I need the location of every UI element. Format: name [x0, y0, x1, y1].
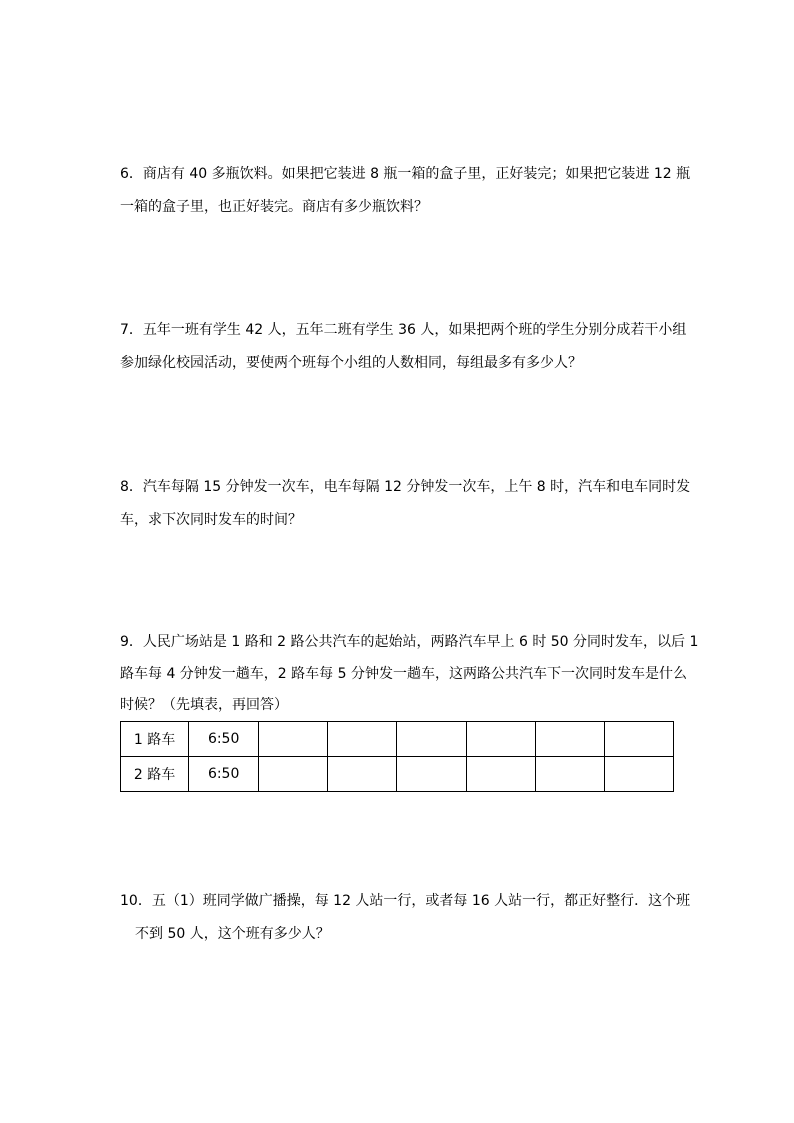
question-6-text-line-1: 6．商店有 40 多瓶饮料。如果把它装进 8 瓶一箱的盒子里，正好装完；如果把它装进 12 瓶 — [120, 166, 691, 182]
question-9-text-line-3: 时候？（先填表，再回答） — [120, 697, 288, 713]
table-cell-blank[interactable] — [535, 722, 604, 757]
table-cell-blank[interactable] — [328, 757, 397, 792]
table-row-bus-1 — [121, 722, 674, 757]
question-8-text-line-2: 车，求下次同时发车的时间？ — [120, 512, 302, 528]
table-cell-route-label: 2 路车 — [121, 757, 189, 792]
question-9-text-line-1: 9．人民广场站是 1 路和 2 路公共汽车的起始站，两路汽车早上 6 时 50 分同时发车，以后 1 — [120, 634, 699, 650]
question-10-text-line-2: 不到 50 人，这个班有多少人？ — [135, 926, 330, 942]
table-cell-blank[interactable] — [259, 757, 328, 792]
table-cell-blank[interactable] — [535, 757, 604, 792]
table-row-bus-2 — [121, 757, 674, 792]
table-cell-blank[interactable] — [259, 722, 328, 757]
table-cell-blank[interactable] — [604, 722, 673, 757]
table-cell-blank[interactable] — [397, 757, 466, 792]
table-cell-blank[interactable] — [466, 722, 535, 757]
table-cell-departure-time: 6:50 — [189, 722, 259, 757]
question-7-text-line-2: 参加绿化校园活动，要使两个班每个小组的人数相同，每组最多有多少人？ — [120, 355, 582, 371]
table-cell-blank[interactable] — [397, 722, 466, 757]
table-cell-blank[interactable] — [604, 757, 673, 792]
question-6-text-line-2: 一箱的盒子里，也正好装完。商店有多少瓶饮料？ — [120, 199, 428, 215]
table-cell-blank[interactable] — [466, 757, 535, 792]
table-cell-route-label: 1 路车 — [121, 722, 189, 757]
table-cell-departure-time: 6:50 — [189, 757, 259, 792]
bus-schedule-table — [120, 721, 674, 792]
table-cell-blank[interactable] — [328, 722, 397, 757]
question-10-text-line-1: 10．五（1）班同学做广播操，每 12 人站一行，或者每 16 人站一行，都正好整行．这个班 — [120, 893, 691, 909]
question-9-text-line-2: 路车每 4 分钟发一趟车，2 路车每 5 分钟发一趟车，这两路公共汽车下一次同时发车是什么 — [120, 666, 687, 682]
question-7-text-line-1: 7．五年一班有学生 42 人，五年二班有学生 36 人，如果把两个班的学生分别分成若干小组 — [120, 322, 687, 338]
question-8-text-line-1: 8．汽车每隔 15 分钟发一次车，电车每隔 12 分钟发一次车，上午 8 时，汽车和电车同时发 — [120, 479, 691, 495]
